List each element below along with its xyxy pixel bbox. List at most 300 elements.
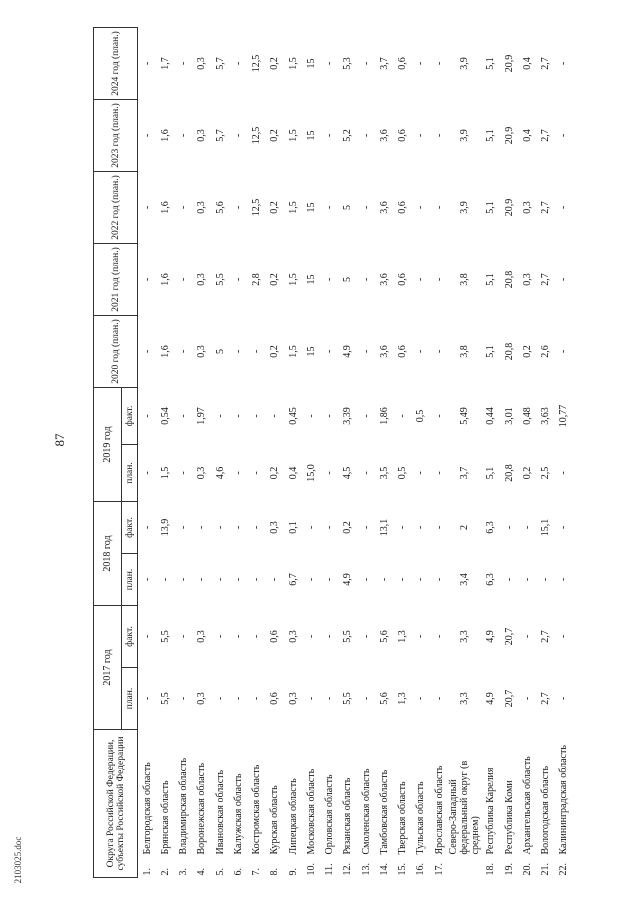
- row-number: 12.: [342, 863, 354, 876]
- value-cell: 0,3: [269, 521, 281, 534]
- value-cell: 5: [342, 205, 354, 210]
- value-cell: -: [196, 577, 208, 582]
- value-cell: -: [178, 577, 190, 582]
- region-name: Калининградская область: [558, 745, 570, 855]
- value-cell: 0,2: [269, 129, 281, 142]
- value-cell: -: [378, 577, 390, 582]
- region-name: Ивановская область: [214, 769, 226, 855]
- value-cell: 15: [305, 58, 317, 69]
- table-row: [536, 28, 554, 878]
- table-row: [500, 28, 518, 878]
- value-cell: -: [324, 634, 336, 639]
- value-cell: 0,2: [521, 466, 533, 480]
- table-row: [394, 28, 412, 878]
- value-cell: 20,8: [503, 464, 515, 482]
- header-2018-plan: план.: [122, 554, 138, 606]
- region-name: Республика Коми: [503, 780, 515, 855]
- value-cell: -: [521, 696, 533, 701]
- value-cell: 13,1: [378, 518, 390, 537]
- value-cell: -: [141, 634, 153, 639]
- value-cell: -: [521, 634, 533, 639]
- value-cell: -: [558, 277, 570, 282]
- data-table: [93, 27, 573, 878]
- row-number: 3.: [178, 868, 190, 876]
- value-cell: 4,6: [214, 466, 226, 480]
- value-cell: 0,54: [159, 407, 171, 425]
- row-number: 16.: [415, 863, 427, 876]
- value-cell: 2,5: [540, 466, 552, 480]
- value-cell: 0,48: [521, 407, 533, 425]
- value-cell: -: [178, 205, 190, 210]
- value-cell: 0,1: [287, 521, 299, 534]
- table-row: [175, 28, 193, 878]
- row-number: 6.: [232, 868, 244, 876]
- value-cell: 3,9: [459, 57, 471, 70]
- value-cell: -: [141, 577, 153, 582]
- value-cell: 0,6: [269, 692, 281, 705]
- region-name: Орловская область: [324, 774, 336, 855]
- value-cell: 0,5: [415, 409, 427, 423]
- value-cell: -: [324, 696, 336, 701]
- value-cell: 1,6: [159, 273, 171, 286]
- value-cell: -: [178, 61, 190, 66]
- value-cell: 3,39: [342, 407, 354, 425]
- value-cell: -: [141, 61, 153, 66]
- value-cell: 0,6: [397, 129, 409, 142]
- value-cell: 15: [305, 202, 317, 213]
- row-number: 18.: [485, 863, 497, 876]
- value-cell: -: [360, 471, 372, 475]
- value-cell: -: [415, 61, 427, 66]
- value-cell: -: [360, 696, 372, 701]
- value-cell: 5: [214, 349, 226, 354]
- value-cell: 6,3: [485, 573, 497, 586]
- value-cell: -: [433, 349, 445, 354]
- value-cell: 4,9: [342, 573, 354, 586]
- value-cell: -: [360, 277, 372, 282]
- table-row: [284, 28, 302, 878]
- value-cell: 3,63: [540, 407, 552, 425]
- table-row: [156, 28, 174, 878]
- value-cell: -: [141, 471, 153, 475]
- value-cell: 1,7: [159, 57, 171, 70]
- value-cell: -: [433, 133, 445, 138]
- table-row: [357, 28, 375, 878]
- value-cell: -: [305, 577, 317, 582]
- value-cell: 4,9: [485, 630, 497, 643]
- row-number: 4.: [196, 868, 208, 876]
- value-cell: 0,3: [196, 201, 208, 214]
- value-cell: 15,0: [305, 464, 317, 482]
- value-cell: 1,3: [397, 630, 409, 643]
- value-cell: -: [415, 471, 427, 475]
- table-row: [266, 28, 284, 878]
- value-cell: 6,7: [287, 573, 299, 586]
- value-cell: 3,9: [459, 201, 471, 214]
- value-cell: 13,9: [159, 518, 171, 537]
- value-cell: 15,1: [540, 518, 552, 537]
- value-cell: 2,7: [540, 630, 552, 643]
- value-cell: 5,1: [485, 466, 497, 480]
- row-number: 8.: [269, 868, 281, 876]
- value-cell: 5,5: [159, 630, 171, 643]
- row-number: 21.: [540, 863, 552, 876]
- value-cell: -: [214, 577, 226, 582]
- value-cell: -: [232, 577, 244, 582]
- value-cell: -: [232, 205, 244, 210]
- value-cell: -: [397, 577, 409, 582]
- value-cell: 0,5: [397, 466, 409, 480]
- value-cell: 1,5: [287, 129, 299, 142]
- value-cell: 3,9: [459, 129, 471, 142]
- value-cell: -: [360, 414, 372, 418]
- row-number: 10.: [305, 863, 317, 876]
- value-cell: -: [433, 634, 445, 639]
- header-2019-plan: план.: [122, 445, 138, 502]
- value-cell: 20,7: [503, 627, 515, 646]
- value-cell: 0,6: [397, 57, 409, 70]
- value-cell: -: [141, 414, 153, 418]
- value-cell: -: [305, 525, 317, 530]
- value-cell: 0,3: [196, 345, 208, 358]
- value-cell: 3,5: [378, 466, 390, 480]
- value-cell: -: [178, 133, 190, 138]
- value-cell: -: [324, 61, 336, 66]
- value-cell: -: [558, 205, 570, 210]
- value-cell: 0,3: [196, 273, 208, 286]
- region-name: Рязанская область: [342, 777, 354, 855]
- table-row: [193, 28, 211, 878]
- value-cell: 3,01: [503, 407, 515, 425]
- table-row: [339, 28, 357, 878]
- value-cell: -: [269, 414, 281, 418]
- value-cell: 15: [305, 130, 317, 141]
- value-cell: 1,6: [159, 345, 171, 358]
- row-number: 14.: [378, 863, 390, 876]
- table-row: [412, 28, 430, 878]
- value-cell: 1,6: [159, 129, 171, 142]
- value-cell: -: [433, 577, 445, 582]
- value-cell: 1,6: [159, 201, 171, 214]
- row-number: 19.: [503, 863, 515, 876]
- value-cell: -: [305, 414, 317, 418]
- region-name: Вологодская область: [540, 765, 552, 855]
- row-number: 9.: [287, 868, 299, 876]
- value-cell: 5,7: [214, 57, 226, 70]
- value-cell: 15: [305, 346, 317, 357]
- value-cell: 0,3: [287, 630, 299, 643]
- row-number: 5.: [214, 868, 226, 876]
- value-cell: 0,3: [287, 692, 299, 705]
- region-name: Тамбовская область: [378, 769, 390, 855]
- row-number: 17.: [433, 863, 445, 876]
- value-cell: 0,2: [269, 201, 281, 214]
- value-cell: -: [251, 414, 263, 418]
- value-cell: -: [232, 414, 244, 418]
- value-cell: -: [141, 277, 153, 282]
- value-cell: 0,2: [521, 345, 533, 358]
- region-name: Республика Карелия: [485, 767, 497, 855]
- value-cell: 5,1: [485, 273, 497, 286]
- value-cell: -: [232, 277, 244, 282]
- value-cell: 5,1: [485, 201, 497, 214]
- value-cell: 3,7: [459, 466, 471, 480]
- table-row: [448, 28, 481, 878]
- value-cell: 2,7: [540, 57, 552, 70]
- value-cell: 20,9: [503, 198, 515, 217]
- value-cell: 2,8: [251, 273, 263, 286]
- value-cell: 0,6: [269, 630, 281, 643]
- value-cell: -: [251, 696, 263, 701]
- value-cell: -: [232, 634, 244, 639]
- value-cell: -: [521, 577, 533, 582]
- value-cell: -: [558, 577, 570, 582]
- table-row: [138, 28, 157, 878]
- value-cell: -: [558, 133, 570, 138]
- row-number: 20.: [521, 863, 533, 876]
- value-cell: -: [397, 414, 409, 418]
- value-cell: -: [433, 414, 445, 418]
- value-cell: -: [232, 525, 244, 530]
- header-2017-fact: факт.: [122, 606, 138, 668]
- value-cell: -: [415, 634, 427, 639]
- value-cell: -: [159, 577, 171, 582]
- header-2017-plan: план.: [122, 668, 138, 730]
- row-number: 2.: [159, 868, 171, 876]
- value-cell: 3,3: [459, 630, 471, 643]
- value-cell: 4,9: [485, 692, 497, 705]
- value-cell: 1,5: [159, 466, 171, 480]
- value-cell: 10,77: [558, 404, 570, 428]
- value-cell: 20,8: [503, 342, 515, 361]
- value-cell: -: [178, 696, 190, 701]
- value-cell: 0,4: [287, 466, 299, 480]
- value-cell: 5,1: [485, 57, 497, 70]
- value-cell: 0,3: [196, 630, 208, 643]
- region-name: Калужская область: [232, 773, 244, 855]
- value-cell: -: [433, 696, 445, 701]
- value-cell: -: [232, 696, 244, 701]
- value-cell: 5,6: [378, 692, 390, 705]
- value-cell: -: [178, 525, 190, 530]
- value-cell: -: [540, 577, 552, 582]
- value-cell: -: [232, 349, 244, 354]
- value-cell: -: [503, 525, 515, 530]
- value-cell: -: [558, 61, 570, 66]
- value-cell: -: [360, 205, 372, 210]
- value-cell: -: [305, 696, 317, 701]
- table-body: [138, 28, 574, 878]
- value-cell: 1,86: [378, 407, 390, 425]
- value-cell: 0,2: [269, 57, 281, 70]
- row-number: 22.: [558, 863, 570, 876]
- value-cell: -: [141, 525, 153, 530]
- value-cell: 5,5: [342, 630, 354, 643]
- header-2017: 2017 год: [94, 606, 122, 730]
- region-name: Тверская область: [397, 781, 409, 855]
- region-name: Архангельская область: [521, 756, 533, 855]
- table-row: [248, 28, 266, 878]
- value-cell: 3,7: [378, 57, 390, 70]
- region-name: Воронежская область: [196, 762, 208, 855]
- region-name: Липецкая область: [287, 778, 299, 855]
- value-cell: -: [251, 577, 263, 582]
- row-number: 1.: [141, 868, 153, 876]
- value-cell: 5,2: [342, 129, 354, 142]
- value-cell: 3,4: [459, 573, 471, 586]
- value-cell: 5,6: [214, 201, 226, 214]
- value-cell: -: [178, 414, 190, 418]
- value-cell: -: [360, 577, 372, 582]
- value-cell: 2: [459, 525, 471, 530]
- value-cell: -: [214, 634, 226, 639]
- table-row: [375, 28, 393, 878]
- header-2019: 2019 год: [94, 388, 122, 502]
- value-cell: -: [324, 277, 336, 282]
- header-2024: 2024 год (план.): [94, 28, 138, 100]
- table-row: [482, 28, 500, 878]
- value-cell: -: [324, 205, 336, 210]
- value-cell: 3,3: [459, 692, 471, 705]
- value-cell: -: [251, 525, 263, 530]
- value-cell: 0,6: [397, 273, 409, 286]
- value-cell: -: [178, 277, 190, 282]
- value-cell: -: [214, 696, 226, 701]
- header-2021: 2021 год (план.): [94, 244, 138, 316]
- value-cell: 12,5: [251, 198, 263, 217]
- value-cell: 5,1: [485, 345, 497, 358]
- region-name: Брянская область: [159, 780, 171, 855]
- value-cell: 12,5: [251, 54, 263, 73]
- region-name: Владимирская область: [178, 757, 190, 855]
- header-2019-fact: факт.: [122, 388, 138, 445]
- value-cell: 1,5: [287, 201, 299, 214]
- value-cell: -: [433, 277, 445, 282]
- value-cell: 5,6: [378, 630, 390, 643]
- table-row: [321, 28, 339, 878]
- table-row: [229, 28, 247, 878]
- region-name: Смоленская область: [360, 768, 372, 855]
- value-cell: -: [251, 634, 263, 639]
- value-cell: -: [305, 634, 317, 639]
- value-cell: -: [214, 414, 226, 418]
- value-cell: 3,8: [459, 345, 471, 358]
- value-cell: -: [178, 634, 190, 639]
- value-cell: 0,4: [521, 129, 533, 142]
- value-cell: 0,3: [196, 57, 208, 70]
- value-cell: 5: [342, 277, 354, 282]
- value-cell: 5,7: [214, 129, 226, 142]
- value-cell: 3,6: [378, 201, 390, 214]
- value-cell: -: [415, 525, 427, 530]
- header-2018: 2018 год: [94, 502, 122, 606]
- value-cell: -: [141, 133, 153, 138]
- value-cell: 1,3: [397, 692, 409, 705]
- value-cell: -: [558, 634, 570, 639]
- value-cell: -: [433, 61, 445, 66]
- value-cell: -: [178, 471, 190, 475]
- value-cell: -: [324, 577, 336, 582]
- value-cell: -: [415, 133, 427, 138]
- value-cell: -: [558, 471, 570, 475]
- row-number: 11.: [324, 863, 336, 876]
- header-2020: 2020 год (план.): [94, 316, 138, 388]
- region-name: Курская область: [269, 785, 281, 855]
- value-cell: -: [397, 525, 409, 530]
- value-cell: -: [433, 205, 445, 210]
- value-cell: 15: [305, 274, 317, 285]
- value-cell: 4,9: [342, 345, 354, 358]
- value-cell: -: [433, 525, 445, 530]
- value-cell: -: [558, 696, 570, 701]
- value-cell: -: [415, 205, 427, 210]
- value-cell: 6,3: [485, 521, 497, 534]
- value-cell: 0,2: [342, 521, 354, 534]
- header-2023: 2023 год (план.): [94, 100, 138, 172]
- value-cell: -: [324, 133, 336, 138]
- value-cell: 0,6: [397, 201, 409, 214]
- value-cell: 2,7: [540, 129, 552, 142]
- value-cell: 0,2: [269, 466, 281, 480]
- value-cell: 3,6: [378, 129, 390, 142]
- header-region: Округа Российской Федерации, субъекты Российской Федерации: [94, 730, 138, 878]
- table-row: [518, 28, 536, 878]
- value-cell: 0,4: [521, 57, 533, 70]
- row-number: [448, 856, 481, 878]
- value-cell: -: [415, 349, 427, 354]
- value-cell: -: [324, 414, 336, 418]
- table-row: [302, 28, 320, 878]
- value-cell: 2,6: [540, 345, 552, 358]
- value-cell: -: [433, 471, 445, 475]
- value-cell: -: [324, 471, 336, 475]
- document-filename: 2103025.doc: [13, 836, 23, 884]
- value-cell: -: [232, 61, 244, 66]
- value-cell: -: [269, 577, 281, 582]
- value-cell: -: [324, 349, 336, 354]
- value-cell: 0,44: [485, 407, 497, 425]
- value-cell: 0,2: [269, 345, 281, 358]
- value-cell: 5,3: [342, 57, 354, 70]
- value-cell: 2,7: [540, 692, 552, 705]
- value-cell: 5,5: [214, 273, 226, 286]
- value-cell: -: [415, 696, 427, 701]
- value-cell: 5,1: [485, 129, 497, 142]
- row-number: 13.: [360, 863, 372, 876]
- value-cell: -: [360, 133, 372, 138]
- value-cell: -: [503, 577, 515, 582]
- value-cell: 2,7: [540, 201, 552, 214]
- value-cell: -: [232, 133, 244, 138]
- value-cell: 0,3: [196, 466, 208, 480]
- value-cell: 3,8: [459, 273, 471, 286]
- value-cell: -: [360, 525, 372, 530]
- value-cell: -: [141, 696, 153, 701]
- value-cell: 12,5: [251, 126, 263, 145]
- region-name: Тульская область: [415, 781, 427, 855]
- value-cell: -: [415, 277, 427, 282]
- region-name: Северо-Западный федеральный округ (в среднем): [448, 760, 482, 855]
- region-name: Московская область: [305, 768, 317, 855]
- value-cell: -: [251, 349, 263, 354]
- value-cell: 5,5: [159, 692, 171, 705]
- page-number: 87: [52, 433, 67, 447]
- value-cell: -: [521, 525, 533, 530]
- value-cell: 0,6: [397, 345, 409, 358]
- value-cell: -: [141, 205, 153, 210]
- value-cell: 0,2: [269, 273, 281, 286]
- value-cell: -: [558, 525, 570, 530]
